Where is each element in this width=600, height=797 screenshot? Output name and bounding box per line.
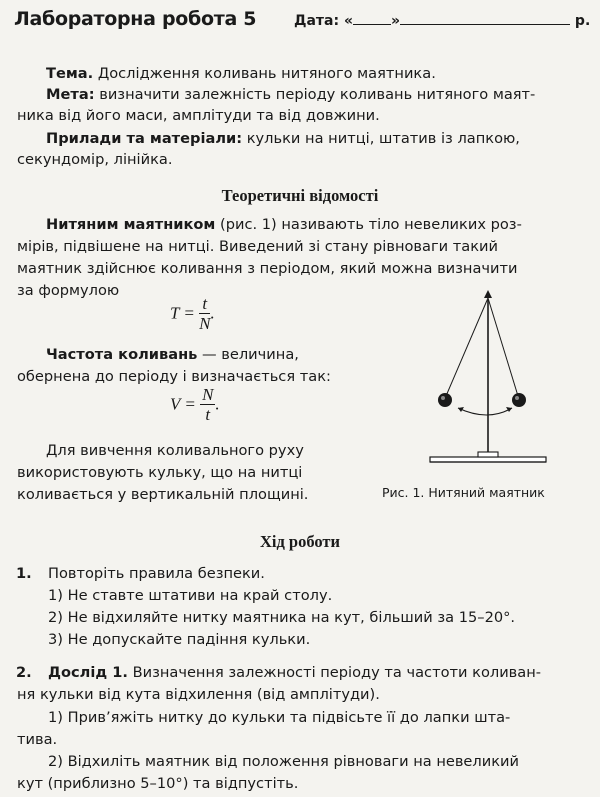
figure-caption: Рис. 1. Нитяний маятник (382, 485, 545, 500)
arc-arrow-left-icon (458, 407, 464, 412)
period-formula-end: . (210, 303, 215, 323)
step1-item-2: 2) Не відхиляйте нитку маятника на кут, більший за 15–20°. (48, 609, 516, 626)
goal-line-2: ника від його маси, амплітуди та від довжини. (17, 107, 380, 124)
suspension-point (484, 290, 492, 298)
pendulum-figure (420, 286, 560, 476)
goal-line-1 (46, 84, 589, 106)
period-fraction (199, 295, 210, 334)
ball-right-highlight (515, 396, 519, 400)
step2-sub2-line1: 2) Відхиліть маятник від положення рівноваги на невеликий (48, 753, 520, 770)
thread-right (488, 298, 518, 396)
theory-p1-line1 (46, 214, 589, 236)
theory-p1-line2: мірів, підвішене на нитці. Виведений зі стану рівноваги такий (17, 238, 498, 255)
frequency-numerator: N (202, 385, 214, 404)
date-field (294, 12, 590, 29)
topic-text: Дослідження коливань нитяного маятника. (97, 65, 436, 82)
topic-label: Тема. (46, 65, 94, 82)
period-denominator: N (199, 314, 211, 333)
tools-label: Прилади та матеріали: (46, 130, 243, 147)
theory-p2-line1 (46, 344, 356, 366)
theory-p2-line2: обернена до періоду і визначається так: (17, 368, 331, 385)
tools-line-1 (46, 128, 589, 150)
lab-title: Лабораторна робота 5 (14, 8, 257, 30)
period-formula-lhs: T = (170, 303, 195, 323)
theory-p3-line1: Для вивчення коливального руху (46, 442, 304, 459)
theory-p1-line4: за формулою (17, 282, 120, 299)
goal-text-1: визначити залежність періоду коливань нитяного маят- (99, 86, 536, 103)
arc-arrow-right-icon (506, 407, 512, 412)
step1-item-3: 3) Не допускайте падіння кульки. (48, 631, 311, 648)
theory-p3-line2: використовують кульку, що на нитці (17, 464, 303, 481)
date-mid: » (391, 13, 401, 29)
theory-heading: Теоретичні відомості (221, 186, 379, 205)
experiment-label: Дослід 1. (48, 664, 128, 681)
goal-label: Мета: (46, 86, 95, 103)
tools-line-2: секундомір, лінійка. (17, 151, 173, 168)
topic-line (46, 63, 586, 85)
frequency-formula (170, 386, 220, 425)
period-formula (170, 295, 215, 334)
theory-p1-rest: (рис. 1) називають тіло невеликих роз- (220, 216, 522, 233)
pendulum-term: Нитяним маятником (46, 216, 216, 233)
step1-number: 1. (16, 565, 32, 582)
stand-base (430, 452, 546, 462)
frequency-formula-end: . (215, 394, 220, 414)
step2-line2: ня кульки від кута відхилення (від амплітуди). (17, 686, 380, 703)
thread-left (446, 298, 488, 396)
frequency-denominator: t (205, 405, 211, 424)
step2-number: 2. (16, 664, 32, 681)
theory-p1-line3: маятник здійснює коливання з періодом, який можна визначити (17, 260, 518, 277)
ball-left-highlight (441, 396, 445, 400)
date-month-blank (400, 12, 570, 25)
tools-text-1: кульки на нитці, штатив із лапкою, (246, 130, 520, 147)
step1-item-1: 1) Не ставте штативи на край столу. (48, 587, 333, 604)
frequency-fraction (200, 386, 215, 425)
date-label: Дата: « (294, 13, 353, 29)
step2-line1-rest: Визначення залежності періоду та частоти коливан- (132, 664, 542, 681)
date-day-blank (353, 12, 391, 25)
step2-sub1-line2: тива. (17, 731, 58, 748)
period-numerator: t (199, 295, 210, 314)
theory-p2-rest: — величина, (202, 346, 299, 363)
step2-sub1-line1: 1) Прив’яжіть нитку до кульки та підвісьте її до лапки шта- (48, 709, 511, 726)
frequency-formula-lhs: V = (170, 394, 196, 414)
ball-right (512, 393, 526, 407)
procedure-heading: Хід роботи (259, 532, 341, 551)
swing-arc (458, 408, 512, 415)
theory-p3-line3: коливається у вертикальній площині. (17, 486, 309, 503)
step2-sub2-line2: кут (приблизно 5–10°) та відпустіть. (17, 775, 299, 792)
frequency-term: Частота коливань (46, 346, 198, 363)
date-suffix: р. (574, 13, 591, 29)
step2-line1 (48, 662, 589, 684)
step1-text: Повторіть правила безпеки. (48, 565, 265, 582)
ball-left (438, 393, 452, 407)
